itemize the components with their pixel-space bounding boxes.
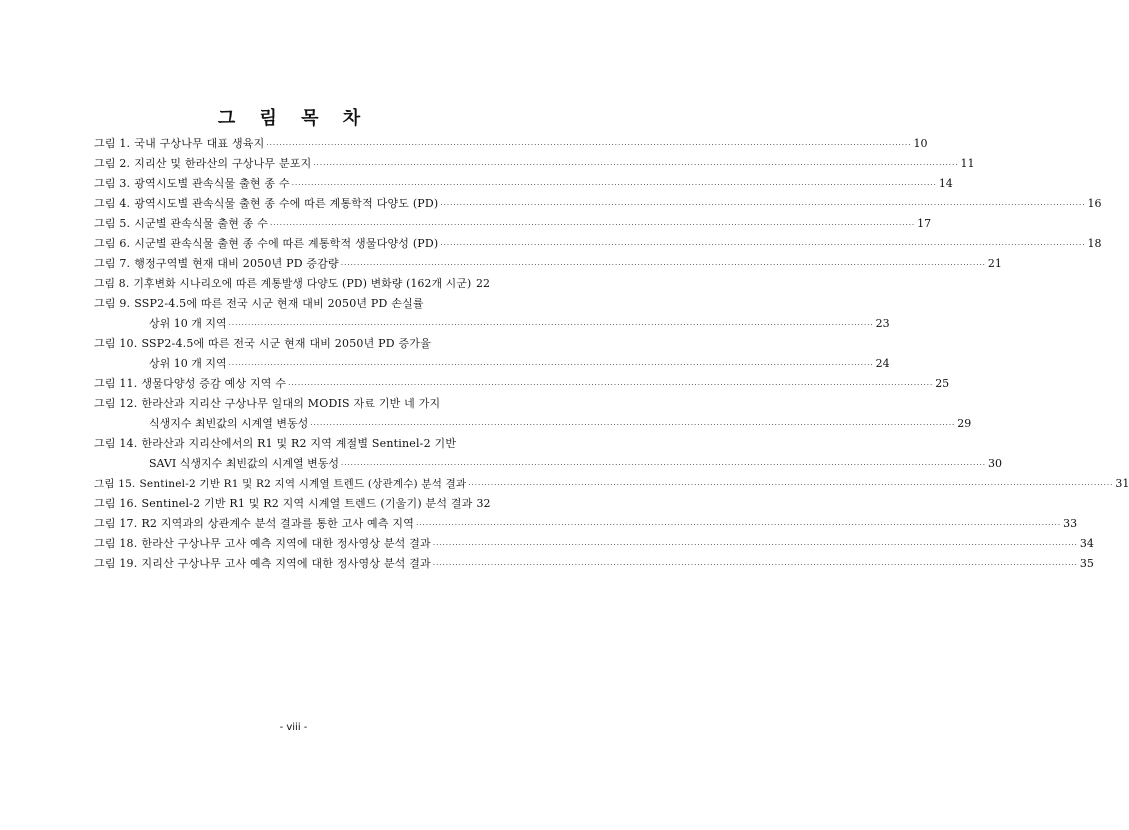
toc-entry-label [94,174,290,194]
toc-entry[interactable] [94,274,490,294]
toc-leader-dots: ········································································································································································································ [310,421,956,429]
toc-entry[interactable] [94,494,490,514]
toc-entry[interactable] [94,394,490,414]
toc-entry-label [94,334,431,354]
toc-entry-number: 그림 16. [94,497,138,510]
toc-entry-title: 한라산 구상나무 고사 예측 지역에 대한 정사영상 분석 결과 [141,537,431,550]
toc-leader-dots: ········································································································································································································ [440,241,1086,249]
toc-entry-page: 30 [988,457,1003,470]
toc-entry[interactable] [94,434,490,454]
toc-entry-title: Sentinel-2 기반 R1 및 R2 지역 시계열 트렌드 (기울기) 분석 결과 [141,497,473,510]
toc-entry-title: 시군별 관속식물 출현 종 수에 따른 계통학적 생물다양성 (PD) [134,237,439,250]
toc-entry-label [94,134,264,154]
toc-entry-page: 32 [476,497,491,510]
toc-entry[interactable] [94,154,975,174]
toc-entry[interactable] [94,534,1094,554]
toc-leader-dots: ········································································································································································································ [288,381,934,389]
toc-entry-title: 시군별 관속식물 출현 종 수 [134,217,269,230]
toc-entry-title: 한라산과 지리산 구상나무 일대의 MODIS 자료 기반 네 가지 [141,397,441,410]
toc-entry-label [94,234,438,254]
toc-entry-number: 그림 15. [94,478,136,490]
toc-entry-number: 그림 10. [94,337,138,350]
toc-entry-title: SSP2-4.5에 따른 전국 시군 현재 대비 2050년 PD 손실률 [134,297,424,310]
toc-entry-page: 17 [917,217,932,230]
toc-leader-dots: ········································································································································································································ [416,521,1062,529]
toc-entry[interactable] [94,234,1102,254]
toc-entry-label [94,194,438,214]
toc-entry[interactable] [94,554,1094,574]
toc-entry-number: 그림 9. [94,297,131,310]
toc-entry-title: 국내 구상나무 대표 생육지 [134,137,265,150]
toc-entry-number: 그림 5. [94,217,131,230]
toc-entry-page: 11 [960,157,975,170]
toc-entry-number: 그림 6. [94,237,131,250]
toc-entry-title: SSP2-4.5에 따른 전국 시군 현재 대비 2050년 PD 증가율 [141,337,431,350]
toc-entry-page: 25 [935,377,950,390]
toc-entry-label [94,154,311,174]
toc-leader-dots: ········································································································································································································ [432,561,1078,569]
toc-leader-dots: ········································································································································································································ [340,261,986,269]
toc-entry-title: 광역시도별 관속식물 출현 종 수 [134,177,290,190]
toc-entry-number: 그림 7. [94,257,131,270]
toc-leader-dots: ········································································································································································································ [340,461,987,469]
toc-entry-number: 그림 3. [94,177,131,190]
toc-entry-number: 그림 18. [94,537,138,550]
toc-entry-label [94,254,339,274]
toc-entry[interactable] [94,254,1002,274]
toc-entry-title-cont: 상위 10 개 지역 [149,317,227,330]
toc-entry-number: 그림 1. [94,137,131,150]
toc-entry-continuation[interactable] [94,454,1003,474]
toc-entry-label [94,394,440,414]
toc-entry-title-cont: 상위 10 개 지역 [149,357,227,370]
toc-entry-page: 18 [1087,237,1102,250]
toc-entry-continuation[interactable] [94,354,890,374]
toc-leader-dots: ········································································································································································································ [440,201,1086,209]
toc-entry-label [94,434,456,454]
toc-entry[interactable] [94,334,490,354]
figure-list [94,134,1129,574]
toc-entry-title: 기후변화 시나리오에 따른 계통발생 다양도 (PD) 변화량 (162개 시군) [133,277,472,290]
toc-leader-dots: ········································································································································································································ [228,361,874,369]
toc-entry-number: 그림 17. [94,517,138,530]
toc-entry-label [94,294,424,314]
toc-entry-page: 35 [1079,557,1094,570]
toc-leader-dots: ········································································································································································································ [313,161,959,169]
toc-entry-page: 24 [875,357,890,370]
toc-leader-dots: ········································································································································································································ [228,321,874,329]
toc-entry[interactable] [94,194,1102,214]
toc-entry-label [94,494,473,514]
toc-entry-title: 광역시도별 관속식물 출현 종 수에 따른 계통학적 다양도 (PD) [134,197,439,210]
toc-entry[interactable] [94,134,928,154]
toc-entry-page: 22 [476,277,490,290]
toc-entry[interactable] [94,514,1078,534]
toc-entry-number: 그림 19. [94,557,138,570]
toc-entry-label [94,514,414,534]
toc-entry-title: 지리산 및 한라산의 구상나무 분포지 [134,157,312,170]
toc-entry[interactable] [94,174,953,194]
toc-entry-label [94,554,431,574]
toc-entry-title: R2 지역과의 상관계수 분석 결과를 통한 고사 예측 지역 [141,517,415,530]
toc-entry-title: Sentinel-2 기반 R1 및 R2 지역 시계열 트렌드 (상관계수) 분석 결과 [139,478,467,490]
toc-entry-label [94,374,286,394]
toc-leader-dots: ········································································································································································································ [270,221,916,229]
toc-entry-page: 31 [1115,477,1129,490]
toc-entry-page: 23 [875,317,890,330]
toc-entry-number: 그림 8. [94,277,130,290]
toc-entry-label [94,534,431,554]
toc-entry[interactable] [94,374,950,394]
toc-leader-dots: ········································································································································································································ [468,481,1114,489]
toc-leader-dots [473,275,474,295]
toc-entry-label [94,214,268,234]
page-title: 그 림 목 차 [217,108,370,129]
toc-entry-number: 그림 12. [94,397,138,410]
page-number: - viii - [279,722,308,733]
toc-entry-title-cont: SAVI 식생지수 최빈값의 시계열 변동성 [149,457,339,470]
toc-entry-page: 34 [1079,537,1094,550]
toc-entry[interactable] [94,294,490,314]
toc-entry-title: 생물다양성 증감 예상 지역 수 [141,377,287,390]
toc-entry-page: 21 [987,257,1002,270]
toc-entry-number: 그림 4. [94,197,131,210]
toc-entry-number: 그림 14. [94,437,138,450]
toc-entry-page: 14 [938,177,953,190]
toc-entry-title: 행정구역별 현재 대비 2050년 PD 증감량 [134,257,339,270]
toc-entry-title: 한라산과 지리산에서의 R1 및 R2 지역 계절별 Sentinel-2 기반 [141,437,457,450]
toc-entry-number: 그림 11. [94,377,138,390]
toc-entry[interactable] [94,474,1129,494]
toc-entry-page: 10 [913,137,928,150]
toc-leader-dots: ········································································································································································································ [291,181,937,189]
toc-entry-label [94,474,466,494]
toc-entry-continuation[interactable] [94,414,972,434]
toc-entry-page: 29 [957,417,972,430]
toc-entry-continuation[interactable] [94,314,890,334]
toc-entry-page: 33 [1063,517,1078,530]
toc-leader-dots: ········································································································································································································ [432,541,1078,549]
toc-entry-page: 16 [1087,197,1102,210]
toc-entry-label [94,274,471,294]
toc-entry-title-cont: 식생지수 최빈값의 시계열 변동성 [149,417,309,430]
toc-leader-dots: ········································································································································································································ [266,141,912,149]
toc-entry-number: 그림 2. [94,157,131,170]
toc-entry-title: 지리산 구상나무 고사 예측 지역에 대한 정사영상 분석 결과 [141,557,431,570]
toc-entry[interactable] [94,214,932,234]
